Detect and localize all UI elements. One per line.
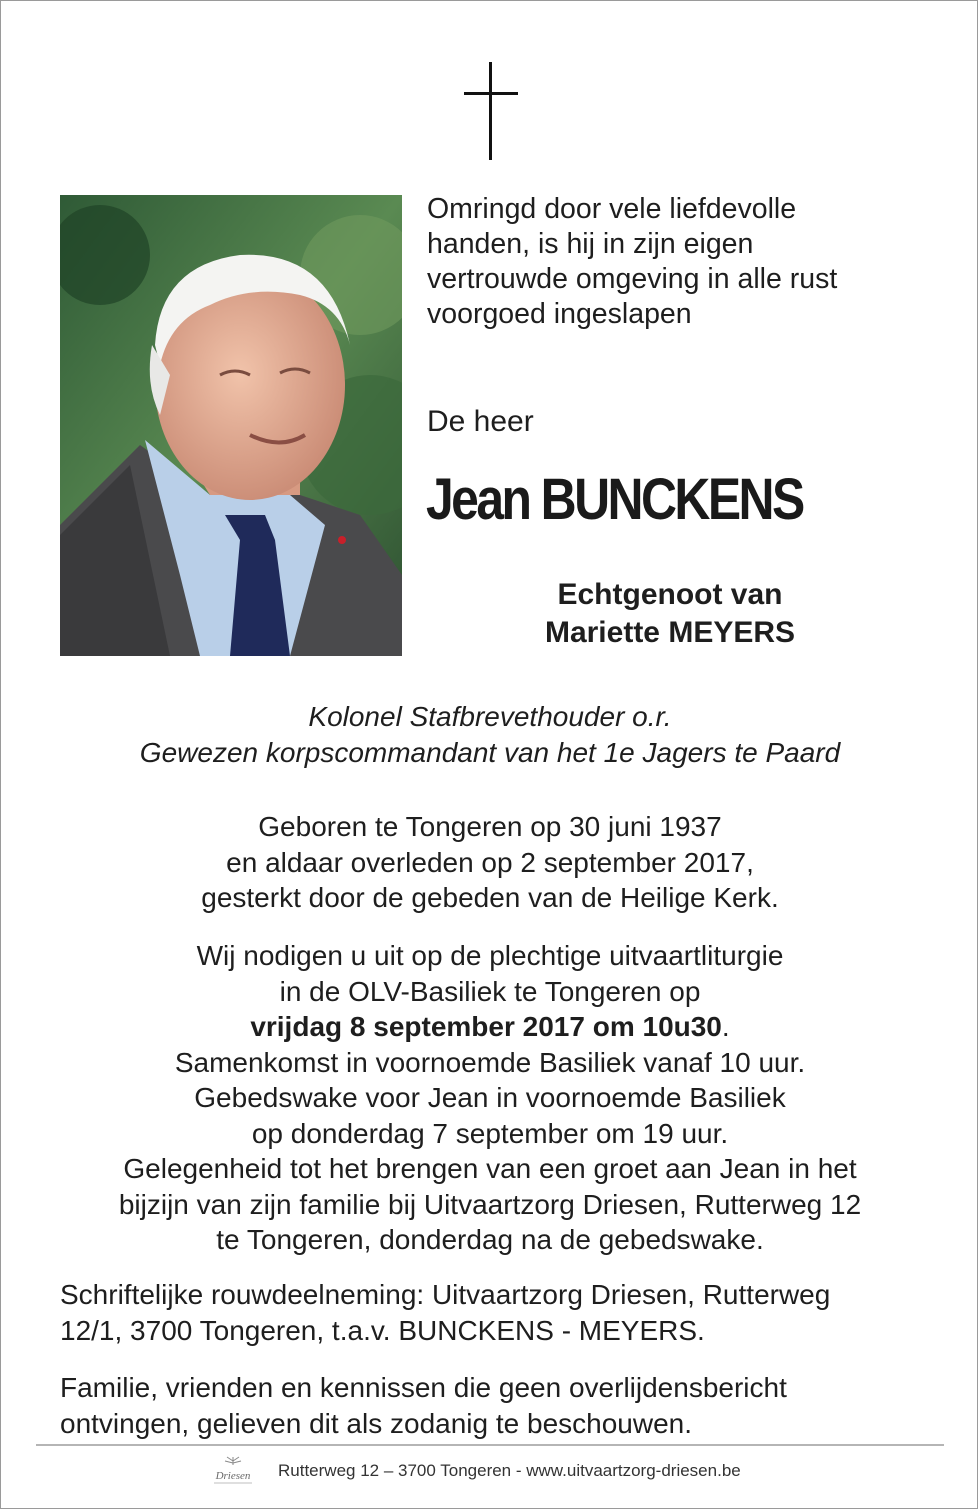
condolence-line: 12/1, 3700 Tongeren, t.a.v. BUNCKENS - MEYERS. <box>60 1314 705 1346</box>
family-note <box>60 1370 940 1441</box>
invite-line: Wij nodigen u uit op de plechtige uitvaartliturgie <box>196 940 784 971</box>
condolence-line: Schriftelijke rouwdeelneming: Uitvaartzorg Driesen, Rutterweg <box>60 1279 831 1310</box>
spouse-block <box>460 576 880 652</box>
title-line: Kolonel Stafbrevethouder o.r. <box>308 701 672 732</box>
military-titles <box>40 699 940 770</box>
footer-divider <box>36 1444 944 1446</box>
funeral-date-line <box>40 1009 940 1045</box>
intro-line: voorgoed ingeslapen <box>427 298 692 330</box>
invite-line: te Tongeren, donderdag na de gebedswake. <box>216 1224 764 1255</box>
intro-line: Omringd door vele liefdevolle <box>427 193 797 225</box>
intro-line: vertrouwde omgeving in alle rust <box>427 263 838 295</box>
intro-text <box>427 192 927 332</box>
invite-line: Gebedswake voor Jean in voornoemde Basiliek <box>194 1082 786 1113</box>
condolence-info <box>60 1277 940 1348</box>
funeral-date-suffix: . <box>721 1011 730 1042</box>
spouse-name: Mariette MEYERS <box>544 616 796 649</box>
latin-cross-icon <box>461 62 521 160</box>
funeral-date: vrijdag 8 september 2017 om 10u30 <box>250 1011 722 1042</box>
portrait-photo <box>60 195 402 656</box>
invite-line: Gelegenheid tot het brengen van een groet aan Jean in het <box>123 1153 857 1184</box>
honorific: De heer <box>427 405 534 438</box>
deceased-name: Jean BUNCKENS <box>426 467 803 532</box>
invite-line: Samenkomst in voornoemde Basiliek vanaf 10 uur. <box>174 1046 806 1078</box>
invite-line: in de OLV-Basiliek te Tongeren op <box>279 975 701 1007</box>
portrait-illustration <box>60 195 402 656</box>
birth-line: en aldaar overleden op 2 september 2017, <box>226 846 754 878</box>
title-line: Gewezen korpscommandant van het 1e Jagers te Paard <box>139 736 841 768</box>
spouse-label: Echtgenoot van <box>557 578 783 611</box>
invite-line: bijzijn van zijn familie bij Uitvaartzorg Driesen, Rutterweg 12 <box>118 1188 862 1220</box>
logo-text: Driesen <box>215 1470 251 1482</box>
driesen-logo <box>200 1455 266 1489</box>
family-note-line: ontvingen, gelieven dit als zodanig te beschouwen. <box>60 1407 692 1439</box>
invite-line: op donderdag 7 september om 19 uur. <box>251 1117 729 1149</box>
intro-line: handen, is hij in zijn eigen <box>427 228 754 260</box>
footer-address: Rutterweg 12 – 3700 Tongeren - www.uitvaartzorg-driesen.be <box>278 1461 741 1480</box>
birth-line: Geboren te Tongeren op 30 juni 1937 <box>258 811 722 842</box>
family-note-line: Familie, vrienden en kennissen die geen overlijdensbericht <box>60 1372 787 1403</box>
birth-death-info <box>40 809 940 916</box>
birth-line: gesterkt door de gebeden van de Heilige Kerk. <box>201 882 779 913</box>
funeral-invitation <box>40 938 940 1258</box>
